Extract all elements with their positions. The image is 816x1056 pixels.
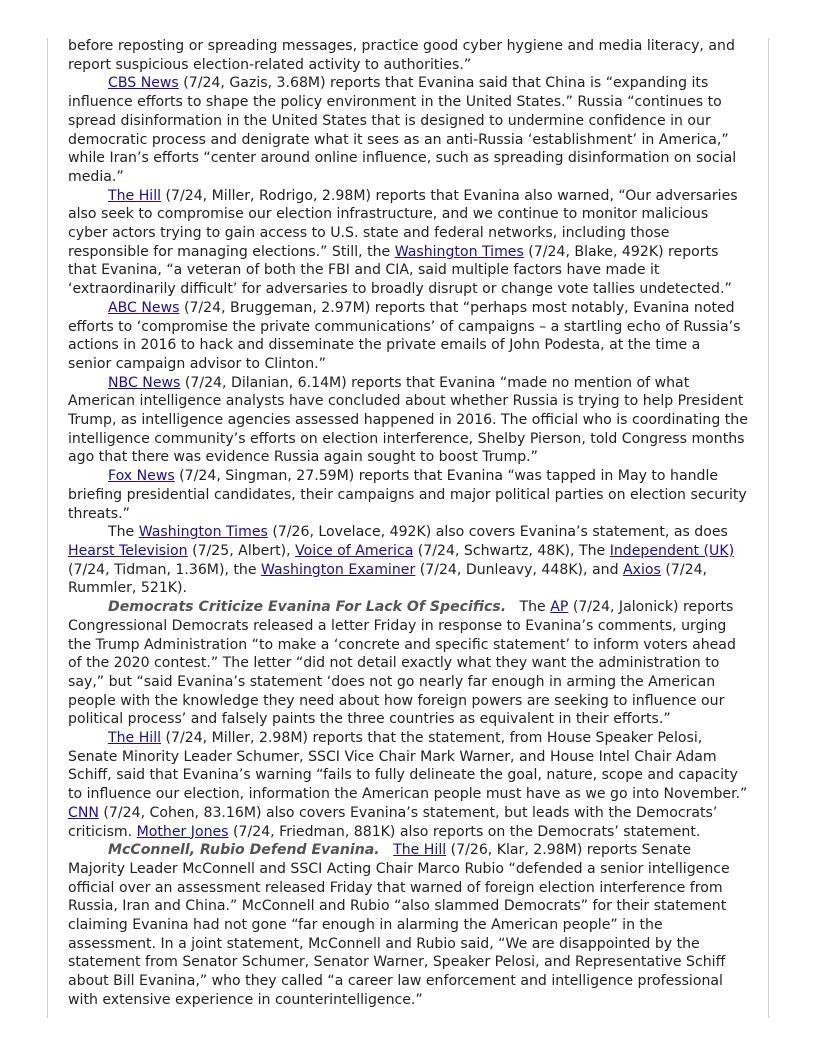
paragraph-nbc: NBC News (7/24, Dilanian, 6.14M) reports that Evanina “made no mention of what American intelligence analysts have concluded about whether Russia is trying to help President Trump, as intelligence agencies assessed happened in 2016. The official who is coordinating the intelligence community’s efforts on election interference, Shelby Pierson, told Congress months ago that there was evidence Russia again sought to boost Trump.” [68, 374, 748, 466]
paragraph-fox: Fox News (7/24, Singman, 27.59M) reports that Evanina “was tapped in May to handle briefing presidential candidates, their campaigns and major political parties on election security threats.” [68, 468, 747, 522]
link-mother-jones[interactable]: Mother Jones [136, 823, 229, 840]
paragraph-mcconnell: McConnell, Rubio Defend Evanina. The Hill (7/26, Klar, 2.98M) reports Senate Majority Leader McConnell and SSCI Acting Chair Marco Rubio “defended a senior intelligence official over an assessment released Friday that warned of foreign election interference from Russia, Iran and China.” McConnell and Rubio “also slammed Democrats” for their statement claiming Evanina had not gone “far enough in alarming the American people” in the assessment. In a joint statement, McConnell and Rubio said, “We are disappointed by the statement from Senator Schumer, Senator Warner, Speaker Pelosi, and Representative Schiff about Bill Evanina,” who they called “a career law enforcement and intelligence professional with extensive experience in counterintelligence.” [68, 842, 730, 1008]
section-heading-mcconnell: McConnell, Rubio Defend Evanina. [108, 842, 380, 859]
right-margin-rule [768, 38, 769, 1018]
link-cbs-news[interactable]: CBS News [108, 75, 179, 92]
link-cnn[interactable]: CNN [68, 804, 99, 821]
paragraph-democrats: Democrats Criticize Evanina For Lack Of Specifics. The AP (7/24, Jalonick) reports Congressional Democrats released a letter Friday in response to Evanina’s comments, urging the Trump Administration “to make a ‘concrete and specific statement’ to inform voters ahead of the 2020 contest.” The letter “did not detail exactly what they want the administration to say,” but “said Evanina’s statement ‘does not go nearly far enough in arming the American people with the knowledge they need about how foreign powers are seeking to influence our political process’ and falsely paints the three countries as equivalent in their efforts.” [68, 599, 736, 728]
link-voice-of-america[interactable]: Voice of America [295, 542, 414, 559]
paragraph-cbs: CBS News (7/24, Gazis, 3.68M) reports that Evanina said that China is “expanding its influence efforts to shape the policy environment in the United States.” Russia “continues to spread disinformation in the United States that is designed to undermine confidence in our democratic process and denigrate what it sees as an anti-Russia ‘establishment’ in America,” while Iran’s efforts “center around online influence, such as spreading disinformation on social media.” [68, 75, 737, 185]
paragraph-hill-1: The Hill (7/24, Miller, Rodrigo, 2.98M) reports that Evanina also warned, “Our adversaries also seek to compromise our election infrastructure, and we continue to monitor malicious cyber actors trying to gain access to U.S. state and federal networks, including those responsible for managing elections.” Still, the Washington Times (7/24, Blake, 492K) reports that Evanina, “a veteran of both the FBI and CIA, said multiple factors have made it ‘extraordinarily difficult’ for adversaries to broadly disrupt or change vote tallies undetected.” [68, 187, 738, 298]
link-abc-news[interactable]: ABC News [108, 299, 180, 316]
paragraph-also-covers: The Washington Times (7/26, Lovelace, 492K) also covers Evanina’s statement, as does Hearst Television (7/25, Albert), Voice of America (7/24, Schwartz, 48K), The Independent (UK) (7/24, Tidman, 1.36M), the Washington Examiner (7/24, Dunleavy, 448K), and Axios (7/24, Rummler, 521K). [68, 524, 735, 597]
link-the-hill[interactable]: The Hill [108, 187, 162, 204]
section-heading-democrats: Democrats Criticize Evanina For Lack Of Specifics. [108, 599, 507, 616]
link-ap[interactable]: AP [550, 599, 569, 616]
link-independent-uk[interactable]: Independent (UK) [609, 542, 735, 559]
left-margin-rule [47, 38, 48, 1018]
paragraph-continuation: before reposting or spreading messages, practice good cyber hygiene and media literacy, and report suspicious election-related activity to authorities.” [68, 38, 735, 73]
link-hearst-television[interactable]: Hearst Television [68, 542, 188, 559]
link-washington-examiner[interactable]: Washington Examiner [261, 561, 416, 578]
link-fox-news[interactable]: Fox News [108, 468, 175, 485]
link-axios[interactable]: Axios [623, 561, 661, 578]
link-the-hill-3[interactable]: The Hill [393, 842, 447, 859]
document-body [68, 37, 748, 1010]
link-nbc-news[interactable]: NBC News [108, 374, 181, 391]
paragraph-abc: ABC News (7/24, Bruggeman, 2.97M) reports that “perhaps most notably, Evanina noted efforts to ‘compromise the private communications’ of campaigns – a startling echo of Russia’s actions in 2016 to hack and disseminate the private emails of John Podesta, at the time a senior campaign advisor to Clinton.” [68, 299, 741, 372]
link-washington-times-2[interactable]: Washington Times [138, 524, 268, 541]
link-the-hill-2[interactable]: The Hill [108, 730, 162, 747]
link-washington-times[interactable]: Washington Times [394, 243, 524, 260]
paragraph-hill-2: The Hill (7/24, Miller, 2.98M) reports that the statement, from House Speaker Pelosi, Senate Minority Leader Schumer, SSCI Vice Chair Mark Warner, and House Intel Chair Adam Schiff, said that Evanina’s warning “fails to fully delineate the goal, nature, scope and capacity to influence our election, information the American people must have as we go into November.” CNN (7/24, Cohen, 83.16M) also covers Evanina’s statement, but leads with the Democrats’ criticism. Mother Jones (7/24, Friedman, 881K) also reports on the Democrats’ statement. [68, 730, 748, 840]
